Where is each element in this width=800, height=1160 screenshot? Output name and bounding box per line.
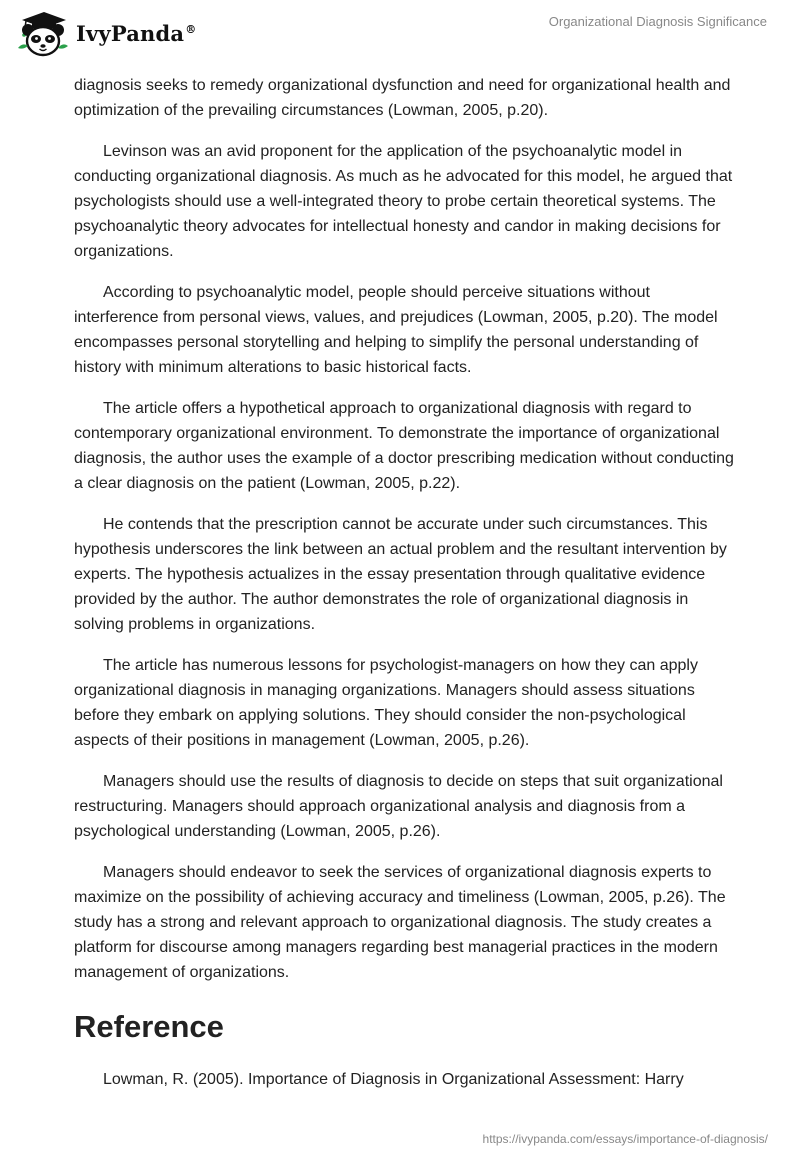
source-url[interactable]: https://ivypanda.com/essays/importance-of-diagnosis/ xyxy=(482,1132,768,1146)
page-header xyxy=(0,0,800,70)
reference-item: Lowman, R. (2005). Importance of Diagnosis in Organizational Assessment: Harry xyxy=(103,1071,684,1088)
paragraph: Managers should endeavor to seek the services of organizational diagnosis experts to maximize on the possibility of achieving accuracy and timeliness (Lowman, 2005, p.26). The study has a strong and relevant approach to organizational diagnosis. The study creates a platform for discourse among managers regarding best managerial practices in the modern management of organizations. xyxy=(74,864,726,981)
paragraph: The article has numerous lessons for psychologist-managers on how they can apply organizational diagnosis in managing organizations. Managers should assess situations before they embark on applying solutions. They should consider the non-psychological aspects of their positions in management (Lowman, 2005, p.26). xyxy=(74,657,698,749)
ivypanda-logo[interactable] xyxy=(14,8,196,58)
paragraph: diagnosis seeks to remedy organizational dysfunction and need for organizational health and optimization of the prevailing circumstances (Lowman, 2005, p.20). xyxy=(74,77,731,119)
article-body xyxy=(74,73,734,1092)
paragraph: Levinson was an avid proponent for the application of the psychoanalytic model in conducting organizational diagnosis. As much as he advocated for this model, he argued that psychologists should use a well-integrated theory to probe certain theoretical systems. The psychoanalytic theory advocates for intellectual honesty and candor in making decisions for organizations. xyxy=(74,143,733,260)
document-title: Organizational Diagnosis Significance xyxy=(548,14,767,29)
paragraph: He contends that the prescription cannot be accurate under such circumstances. This hypothesis underscores the link between an actual problem and the resultant intervention by experts. The hypothesis actualizes in the essay presentation through qualitative evidence provided by the author. The author demonstrates the role of organizational diagnosis in solving problems in organizations. xyxy=(74,516,727,633)
paragraph: According to psychoanalytic model, people should perceive situations without interference from personal views, values, and prejudices (Lowman, 2005, p.20). The model encompasses personal storytelling and helping to simplify the personal understanding of history with minimum alterations to basic historical facts. xyxy=(74,284,718,376)
brand-name: IvyPanda® xyxy=(76,20,197,46)
paragraph: Managers should use the results of diagnosis to decide on steps that suit organizational restructuring. Managers should approach organizational analysis and diagnosis from a psychological understanding (Lowman, 2005, p.26). xyxy=(74,773,723,840)
registered-mark: ® xyxy=(185,22,197,36)
panda-graduate-icon xyxy=(14,8,72,58)
paragraph: The article offers a hypothetical approach to organizational diagnosis with regard to contemporary organizational environment. To demonstrate the importance of organizational diagnosis, the author uses the example of a doctor prescribing medication without conducting a clear diagnosis on the patient (Lowman, 2005, p.22). xyxy=(74,400,734,492)
references-heading: Reference xyxy=(74,1009,224,1044)
